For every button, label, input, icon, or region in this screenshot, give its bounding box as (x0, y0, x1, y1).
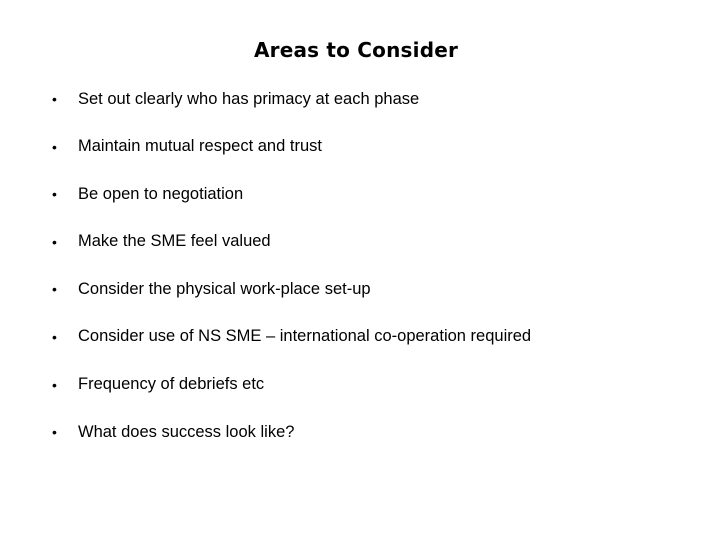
bullet-text: Consider use of NS SME – international co-operation required (78, 327, 532, 346)
bullet-icon: • (52, 186, 57, 203)
bullet-icon: • (52, 328, 57, 345)
bullet-text: Consider the physical work-place set-up (78, 279, 371, 298)
bullet-list (52, 84, 531, 465)
bullet-icon: • (52, 138, 57, 155)
bullet-icon: • (52, 233, 57, 250)
bullet-text: Be open to negotiation (78, 184, 244, 203)
bullet-text: Maintain mutual respect and trust (78, 137, 322, 156)
bullet-item (52, 274, 531, 304)
bullet-icon: • (52, 424, 57, 441)
bullet-icon: • (52, 91, 57, 107)
bullet-text: Set out clearly who has primacy at each phase (78, 89, 420, 108)
bullet-text: What does success look like? (78, 422, 295, 441)
bullet-text: Frequency of debriefs etc (78, 375, 265, 394)
bullet-item (52, 370, 531, 400)
bullet-item (52, 417, 531, 447)
bullet-item (52, 179, 531, 209)
bullet-item (52, 84, 531, 114)
bullet-item (52, 227, 531, 257)
slide-title: Areas to Consider (253, 38, 459, 62)
bullet-icon: • (52, 281, 57, 298)
bullet-text: Make the SME feel valued (78, 232, 271, 251)
bullet-icon: • (52, 376, 57, 393)
bullet-item (52, 322, 531, 352)
bullet-item (52, 132, 531, 162)
